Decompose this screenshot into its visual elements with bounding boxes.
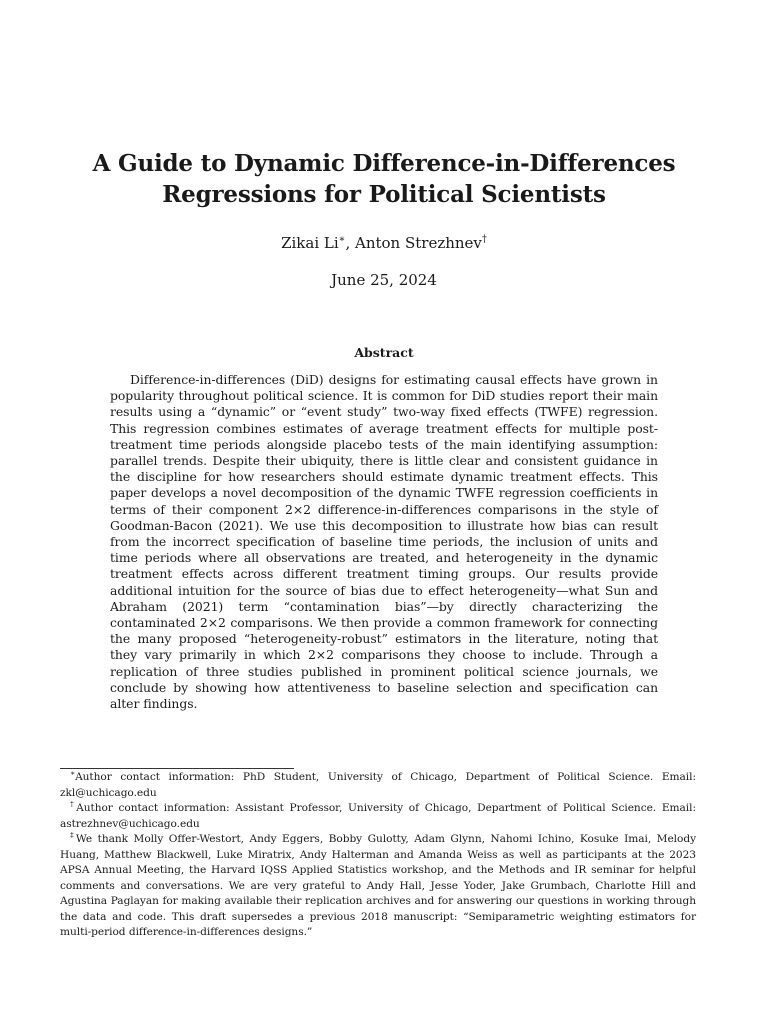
footnote-mark: ∗	[70, 768, 76, 778]
footnote-mark: †	[481, 234, 487, 245]
footnote-mark: ‡	[70, 830, 76, 840]
abstract-text: Difference-in-differences (DiD) designs for estimating causal effects have grown in popularity throughout political science. It is common for DiD studies report their main results using a “dynamic” or “event study” two-way fixed effects (TWFE) regression. This regression combines estimates of average treatment effects for multiple post-treatment time periods alongside placebo tests of the main identifying assumption: parallel trends. Despite their ubiquity, there is little clear and consistent guidance in the discipline for how researchers should estimate dynamic treatment effects. This paper develops a novel decomposition of the dynamic TWFE regression coefficients in terms of their component 2×2 difference-in-differences comparisons in the style of Goodman-Bacon (2021). We use this decomposition to illustrate how bias can result from the incorrect specification of baseline time periods, the inclusion of units and time periods where all observations are treated, and heterogeneity in the dynamic treatment effects across different treatment timing groups. Our results provide additional intuition for the source of bias due to effect heterogeneity—what Sun and Abraham (2021) term “contamination bias”—by directly characterizing the contaminated 2×2 comparisons. We then provide a common framework for connecting the many proposed “heterogeneity-robust” estimators in the literature, noting that they vary primarily in which 2×2 comparisons they choose to include. Through a replication of three studies published in prominent political science journals, we conclude by showing how attentiveness to baseline selection and specification can alter findings.	[110, 372, 658, 712]
abstract-heading: Abstract	[354, 345, 414, 360]
paper-date: June 25, 2024	[331, 271, 437, 289]
footnote-mark: ∗	[338, 234, 346, 245]
author-name: Anton Strezhnev	[355, 234, 482, 252]
paper-title: A Guide to Dynamic Difference-in-Differences Regressions for Political Scientists	[92, 150, 676, 208]
footnote-divider	[60, 768, 294, 769]
footnote-mark: †	[70, 799, 77, 809]
footnote-text: Author contact information: PhD Student, University of Chicago, Department of Political Science. Email: zkl@uchicago.edu	[60, 771, 696, 799]
footnote-text: We thank Molly Offer-Westort, Andy Eggers, Bobby Gulotty, Adam Glynn, Nahomi Ichino, Kosuke Imai, Melody Huang, Matthew Blackwell, Luke Miratrix, Andy Halterman and Amanda Weiss as well as participants at the 2023 APSA Annual Meeting, the Harvard IQSS Applied Statistics workshop, and the Methods and IR seminar for helpful comments and conversations. We are very grateful to Andy Hall, Jesse Yoder, Jake Grumbach, Charlotte Hill and Agustina Paglayan for making available their replication archives and for answering our questions in working through the data and code. This draft supersedes a previous 2018 manuscript: “Semiparametric weighting estimators for multi-period difference-in-differences designs.”	[60, 833, 696, 938]
footnote-text: Author contact information: Assistant Professor, University of Chicago, Department of Political Science. Email: astrezhnev@uchicago.edu	[60, 802, 696, 830]
author-name: Zikai Li	[281, 234, 339, 252]
footnote	[60, 801, 696, 832]
footnote	[60, 832, 696, 941]
author-line	[0, 233, 768, 253]
footnotes	[60, 770, 696, 941]
author-separator: ,	[345, 234, 355, 252]
footnote	[60, 770, 696, 801]
